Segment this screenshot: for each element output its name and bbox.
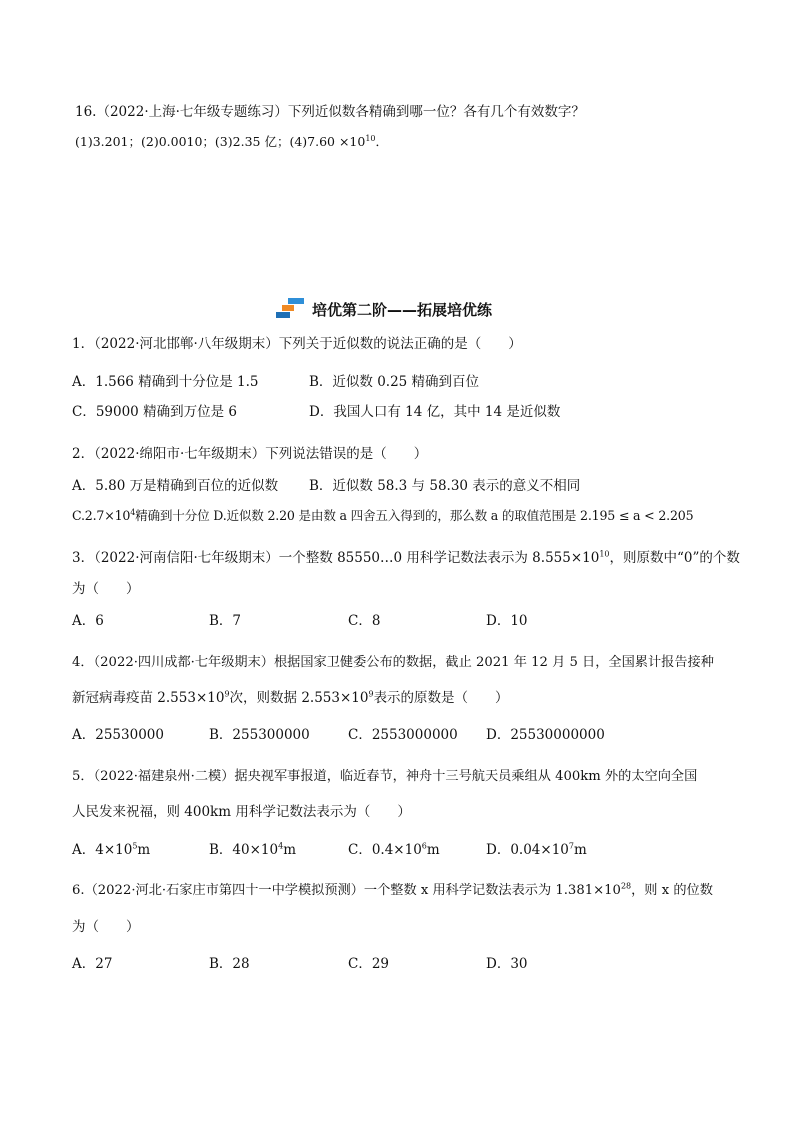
q5-option-c[interactable] [348,841,440,859]
q5-option-d-text: D．0.04×10 [486,842,569,858]
q6-option-b[interactable]: B．28 [209,956,250,972]
q6-exponent: 28 [620,881,632,891]
q3-option-d[interactable]: D．10 [486,613,528,629]
q3-stem-text-end: ，则原数中“0”的个数 [609,550,740,566]
q16-parts-text: (1)3.201；(2)0.0010；(3)2.35 亿；(4)7.60 ×10 [75,134,366,149]
q5-option-d-exp: 7 [568,841,574,851]
q2-option-a[interactable]: A．5.80 万是精确到百位的近似数 [72,478,279,494]
q4-stem-line2 [72,689,509,707]
q5-option-d-unit: m [573,842,587,858]
section-header [276,297,492,321]
q6-stem-text-end: ，则 x 的位数 [631,883,713,898]
q2-options-cd[interactable] [72,507,693,525]
q4-stem-text-end: 表示的原数是（ ） [373,690,509,706]
q2-option-b[interactable]: B．近似数 58.3 与 58.30 表示的意义不相同 [309,478,581,494]
q4-exponent: 9 [224,689,230,699]
q4-exponent-2: 9 [368,689,374,699]
section-title: 培优第二阶——拓展培优练 [312,300,493,319]
q1-option-a[interactable]: A．1.566 精确到十分位是 1.5 [72,374,259,390]
q5-option-c-text: C．0.4×10 [348,842,422,858]
q16-stem: 16.（2022·上海·七年级专题练习）下列近似数各精确到哪一位？各有几个有效数字？ [75,104,585,120]
q1-option-b[interactable]: B．近似数 0.25 精确到百位 [309,374,480,390]
q16-parts-end: ． [375,134,389,149]
q4-stem-line1: 4．（2022·四川成都·七年级期末）根据国家卫健委公布的数据，截止 2021 年 12 月 5 日，全国累计报告接种 [72,655,714,670]
q2-option-c-text: C.2.7×10 [72,508,131,523]
q5-option-a-unit: m [137,842,151,858]
q5-option-c-exp: 6 [421,841,427,851]
q5-option-d[interactable] [486,841,587,859]
q5-option-b-unit: m [283,842,296,858]
q2-exponent: 4 [130,507,136,517]
q3-stem-line2: 为（ ） [72,581,140,597]
q3-stem-line1 [72,549,740,567]
q5-option-b-exp: 4 [278,841,284,851]
q4-option-a[interactable]: A．25530000 [72,727,164,743]
q4-option-d[interactable]: D．25530000000 [486,727,605,743]
q1-stem: 1．（2022·河北邯郸·八年级期末）下列关于近似数的说法正确的是（ ） [72,336,522,352]
q4-option-c[interactable]: C．2553000000 [348,727,458,743]
q3-option-b[interactable]: B．7 [209,613,242,629]
q2-option-cd-text: 精确到十分位 D.近似数 2.20 是由数 a 四舍五入得到的，那么数 a 的取值范围是 2.195 ≤ a < 2.205 [135,508,694,523]
stacked-blocks-logo-icon [276,298,306,320]
q5-stem-line1: 5．（2022·福建泉州·二模）据央视军事报道，临近春节，神舟十三号航天员乘组从 400km 外的太空向全国 [72,769,698,784]
q16-exponent: 10 [365,133,376,143]
q4-option-b[interactable]: B．255300000 [209,727,310,743]
q3-stem-text: 3．（2022·河南信阳·七年级期末）一个整数 85550…0 用科学记数法表示为 8.555×10 [72,550,600,566]
q1-option-c[interactable]: C．59000 精确到万位是 6 [72,404,237,420]
q5-option-a-text: A．4×10 [72,842,133,858]
q6-stem-line2: 为（ ） [72,919,140,935]
q6-option-d[interactable]: D．30 [486,956,528,972]
q5-option-b[interactable] [209,841,296,859]
q5-option-a-exp: 5 [132,841,138,851]
q4-stem-text: 新冠病毒疫苗 2.553×10 [72,690,225,706]
q3-option-a[interactable]: A．6 [72,613,104,629]
q5-option-c-unit: m [426,842,440,858]
q6-stem-line1 [72,882,713,900]
q6-option-a[interactable]: A．27 [72,956,113,972]
q4-stem-text-mid: 次，则数据 2.553×10 [229,690,369,706]
q3-option-c[interactable]: C．8 [348,613,381,629]
q3-exponent: 10 [599,549,610,559]
q6-option-c[interactable]: C．29 [348,956,390,972]
q2-stem: 2．（2022·绵阳市·七年级期末）下列说法错误的是（ ） [72,446,428,462]
q5-option-b-text: B．40×10 [209,842,279,858]
q1-option-d[interactable]: D．我国人口有 14 亿，其中 14 是近似数 [309,404,561,420]
q5-stem-line2: 人民发来祝福，则 400km 用科学记数法表示为（ ） [72,804,411,820]
q16-parts [75,133,388,151]
q5-option-a[interactable] [72,841,150,859]
q6-stem-text: 6.（2022·河北·石家庄市第四十一中学模拟预测）一个整数 x 用科学记数法表示为 1.381×10 [72,883,621,898]
